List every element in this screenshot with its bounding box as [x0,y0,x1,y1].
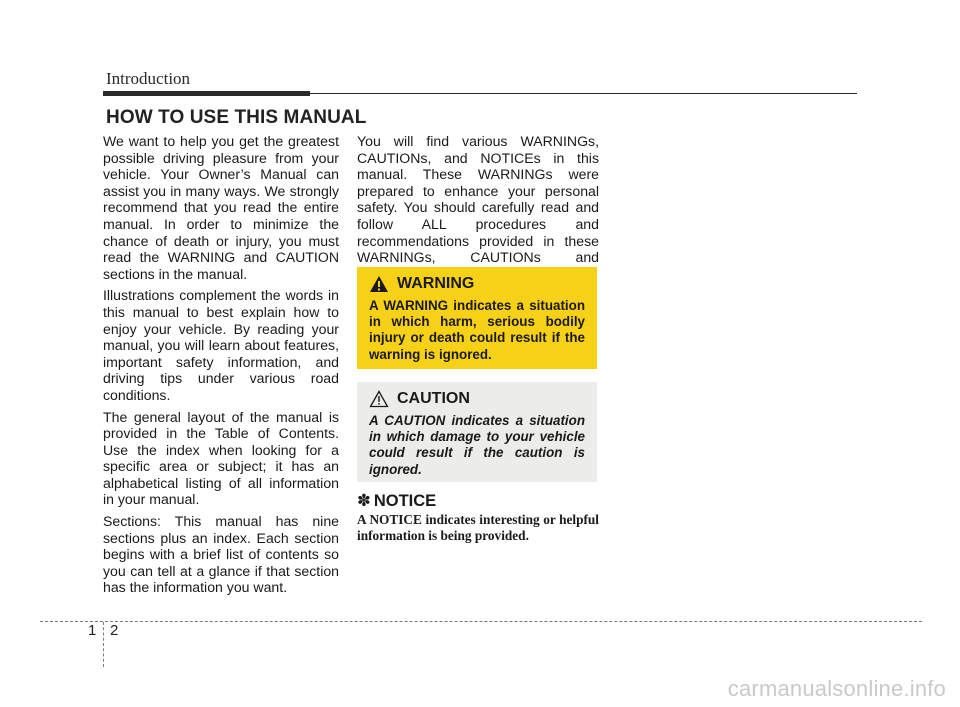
page-number: 2 [110,622,119,639]
warning-header [369,275,585,293]
warning-box [357,267,597,369]
warning-text: A WARNING indicates a situation in which harm, serious bodily injury or death could result if the warning is ignored. [369,298,585,362]
notice-text: A NOTICE indicates interesting or helpful information is being provided. [357,512,599,544]
paragraph: We want to help you get the greatest possible driving pleasure from your vehicle. Your Owner’s Manual can assist you in many ways. We strongly recommend that you read the entire manual. In order to minimize the chance of death or injury, you must read the WARNING and CAUTION sections in the manual. [103,133,339,282]
paragraph: Illustrations complement the words in this manual to best explain how to enjoy your vehicle. By reading your manual, you will learn about features, important safety information, and driving tips under various road conditions. [103,287,339,403]
section-title: HOW TO USE THIS MANUAL [106,107,367,128]
page-chapter: 1 [88,622,97,639]
paragraph: You will find various WARNINGs, CAUTIONs, and NOTICEs in this manual. These WARNINGs were prepared to enhance your personal safety. You should carefully read and follow ALL procedures and recommendations provided in these WARNINGs, CAUTIONs and [357,133,599,266]
caution-box [357,382,597,482]
paragraph: Sections: This manual has nine sections plus an index. Each section begins with a brief list of contents so you can tell at a glance if that section has the information you want. [103,513,339,596]
paragraph: The general layout of the manual is provided in the Table of Contents. Use the index when looking for a specific area or subject; it has an alphabetical listing of all information in your manual. [103,408,339,508]
notice-header [357,491,436,511]
notice-label: NOTICE [373,491,437,510]
mid-column [357,133,599,287]
warning-triangle-icon [369,275,389,293]
header-rule-thin [310,93,857,94]
caution-text: A CAUTION indicates a situation in which damage to your vehicle could result if the caution is ignored. [369,413,585,477]
footer-dashed-divider [103,622,104,667]
caution-label: CAUTION [397,390,470,407]
warning-label: WARNING [397,275,475,292]
watermark: carmanualsonline.info [727,676,946,701]
left-column [103,133,339,601]
notice-symbol-icon: ✽ [357,492,371,510]
caution-triangle-icon [369,390,389,408]
caution-header [369,390,585,408]
footer-dashed-rule [40,621,922,622]
header-title: Introduction [106,69,191,88]
header-rule-thick [103,91,310,96]
